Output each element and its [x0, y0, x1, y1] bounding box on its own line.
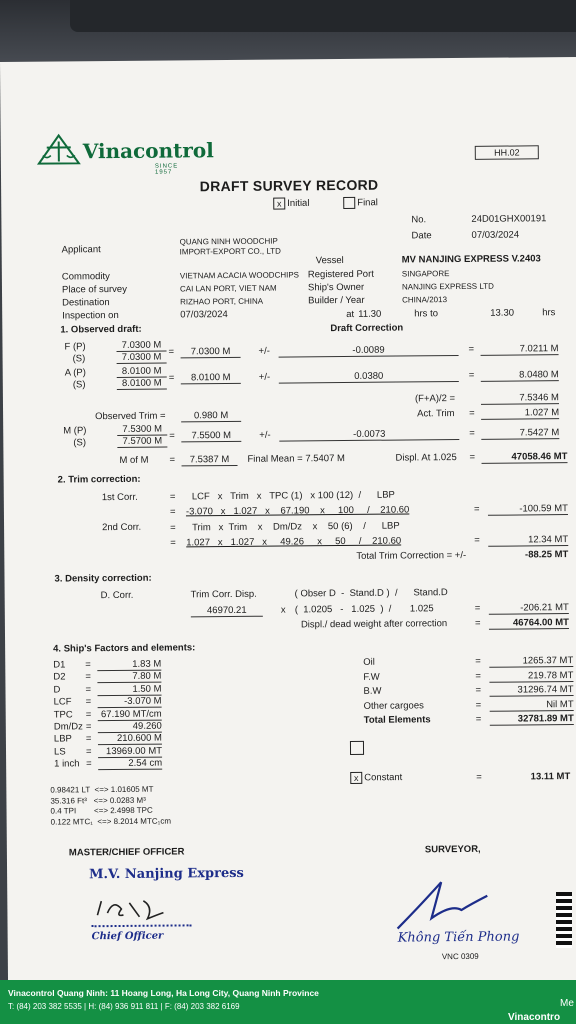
- factor-label: TPC: [53, 708, 73, 721]
- footer-me: Me: [560, 998, 574, 1009]
- eq-sign: =: [85, 671, 91, 683]
- density-correction: -206.21 MT: [489, 602, 569, 615]
- eq-sign: =: [86, 758, 92, 770]
- element-value: 31296.74 MT: [489, 684, 573, 697]
- total-trim-correction: -88.25 MT: [524, 549, 569, 561]
- eq-sign: =: [473, 503, 480, 515]
- footer-contacts: T: (84) 203 382 5535 | H: (84) 936 911 811 | F: (84) 203 382 6169: [8, 1002, 240, 1011]
- conversion-row: 0.4 TPI <=> 2.4998 TPC: [50, 805, 153, 816]
- scales-logo-icon: [37, 133, 81, 167]
- density-formula-values: ( 1.0205 - 1.025 ) / 1.025: [294, 603, 434, 616]
- factor-label: D2: [53, 671, 66, 683]
- as-value: 8.0100 M: [117, 378, 167, 390]
- section-observed-draft: 1. Observed draft:: [60, 323, 142, 336]
- element-label: Oil: [363, 656, 375, 668]
- factor-value: -3.070 M: [98, 696, 162, 709]
- final-mean: Final Mean = 7.5407 M: [247, 453, 345, 465]
- footer-bar: [0, 980, 576, 1024]
- total-trim-label: Total Trim Correction = +/-: [356, 549, 467, 562]
- as-label: (S): [72, 379, 86, 391]
- eq-sign: =: [475, 713, 482, 725]
- fs-label: (S): [72, 353, 86, 365]
- destination: RIZHAO PORT, CHINA: [180, 296, 264, 307]
- qr-code: [556, 892, 572, 948]
- eq-sign: =: [170, 537, 176, 549]
- vinacontrol-logo: [37, 133, 214, 176]
- f-correction: -0.0089: [278, 344, 458, 358]
- empty-checkbox: [350, 741, 364, 755]
- factor-label: LCF: [53, 696, 72, 708]
- ms-value: 7.5700 M: [117, 436, 167, 448]
- constant-value: 13.11 MT: [530, 771, 571, 783]
- chief-officer-signature: [93, 895, 173, 926]
- element-value: Nil MT: [490, 699, 574, 712]
- pm-sign: +/-: [258, 345, 270, 357]
- second-corr-header: Trim x Trim x Dm/Dz x 50 (6) / LBP: [192, 520, 400, 534]
- vessel-name: MV NANJING EXPRESS V.2403: [401, 253, 541, 266]
- fp-label: F (P): [64, 341, 86, 353]
- vessel-label: Vessel: [315, 255, 344, 267]
- act-trim: 1.027 M: [481, 407, 559, 420]
- times-sign: x: [280, 604, 286, 616]
- eq-sign: =: [169, 491, 176, 503]
- eq-sign: =: [474, 602, 481, 614]
- density-formula-header: ( Obser D - Stand.D ) / Stand.D: [294, 587, 448, 600]
- element-label: Total Elements: [363, 714, 431, 726]
- d-corr-label: D. Corr.: [100, 589, 134, 602]
- fa2-value: 7.5346 M: [481, 392, 559, 405]
- applicant-label: Applicant: [61, 244, 101, 256]
- surveyor-label: SURVEYOR,: [424, 843, 481, 856]
- eq-sign: =: [85, 659, 91, 671]
- eq-sign: =: [474, 617, 481, 629]
- factor-label: Dm/Dz: [53, 721, 83, 733]
- factor-label: 1 inch: [54, 758, 80, 770]
- section-density-correction: 3. Density correction:: [54, 572, 152, 585]
- no-label: No.: [411, 214, 427, 226]
- observed-trim: 0.980 M: [181, 410, 241, 423]
- fa2-label: (F+A)/2 =: [414, 393, 456, 405]
- eq-sign: =: [170, 522, 176, 534]
- footer-address: Vinacontrol Quang Ninh: 11 Hoang Long, Ha Long City, Quang Ninh Province: [8, 988, 319, 998]
- brand-since: SINCE 1957: [154, 163, 179, 176]
- fp-value: 7.0300 M: [116, 340, 166, 352]
- factor-value: 49.260: [98, 721, 162, 734]
- factor-value: 13969.00 MT: [98, 745, 162, 758]
- second-corr-label: 2nd Corr.: [102, 521, 142, 534]
- at-label: at: [346, 308, 355, 320]
- surveyor-name: Không Tiến Phong: [397, 929, 520, 946]
- element-label: Other cargoes: [363, 699, 424, 712]
- f-corrected: 7.0211 M: [480, 343, 558, 356]
- eq-sign: =: [475, 699, 482, 711]
- footer-brand: Vinacontro: [508, 1012, 561, 1023]
- a-correction: 0.0380: [279, 370, 459, 384]
- conversion-row: 35.316 Ft³ <=> 0.0283 M³: [50, 795, 146, 806]
- commodity-label: Commodity: [61, 271, 110, 283]
- eq-sign: =: [168, 372, 175, 384]
- eq-sign: =: [85, 696, 92, 708]
- a-mean: 8.0100 M: [181, 372, 241, 385]
- conversion-row: 0.98421 LT <=> 1.01605 MT: [50, 784, 154, 795]
- final-checkbox: Final: [343, 197, 378, 209]
- element-label: B.W: [363, 685, 382, 697]
- builder-year: CHINA/2013: [402, 295, 448, 305]
- factor-value: 1.50 M: [97, 683, 161, 696]
- document-page: [0, 57, 576, 1024]
- registered-port: SINGAPORE: [401, 269, 450, 279]
- m-correction: -0.0073: [279, 428, 459, 442]
- fs-value: 7.0300 M: [117, 352, 167, 364]
- record-number: 24D01GHX00191: [471, 213, 547, 225]
- section-ships-factors: 4. Ship's Factors and elements:: [53, 642, 196, 655]
- ap-label: A (P): [64, 367, 86, 379]
- signature-line: [92, 924, 192, 927]
- date-label: Date: [411, 230, 432, 242]
- eq-sign: =: [469, 407, 475, 419]
- eq-sign: =: [469, 451, 476, 463]
- after-correction-label: Displ./ dead weight after correction: [300, 618, 448, 631]
- eq-sign: =: [475, 670, 481, 682]
- eq-sign: =: [168, 346, 175, 358]
- page-title: DRAFT SURVEY RECORD: [199, 176, 379, 195]
- factor-value: 67.190 MT/cm: [98, 708, 162, 721]
- place-of-survey: CAI LAN PORT, VIET NAM: [179, 283, 277, 294]
- a-corrected: 8.0480 M: [481, 369, 559, 382]
- record-date: 07/03/2024: [471, 229, 520, 241]
- eq-sign: =: [469, 427, 475, 439]
- ships-owner: NANJING EXPRESS LTD: [401, 281, 494, 292]
- displ-label: Displ. At 1.025: [395, 452, 457, 464]
- eq-sign: =: [169, 430, 175, 442]
- brand-name: Vinacontrol: [82, 138, 214, 164]
- factor-value: 2.54 cm: [98, 758, 162, 771]
- mom-label: M of M: [119, 454, 149, 466]
- applicant-line2: IMPORT-EXPORT CO., LTD: [179, 246, 281, 257]
- first-corr-values: -3.070 x 1.027 x 67.190 x 100 / 210.60: [185, 504, 410, 518]
- master-label: MASTER/CHIEF OFFICER: [68, 846, 185, 859]
- builder-label: Builder / Year: [308, 294, 365, 307]
- laptop-edge: [70, 0, 576, 32]
- element-label: F.W: [363, 671, 380, 683]
- eq-sign: =: [169, 454, 176, 466]
- eq-sign: =: [475, 655, 481, 667]
- ap-value: 8.0100 M: [117, 366, 167, 378]
- observed-trim-label: Observed Trim =: [95, 410, 166, 423]
- conversion-row: 0.122 MTC₁ <=> 8.2014 MTC₁cm: [50, 816, 172, 827]
- first-corr-header: LCF x Trim x TPC (1) x 100 (12) / LBP: [191, 489, 395, 503]
- mp-label: M (P): [63, 425, 87, 437]
- eq-sign: =: [85, 708, 92, 720]
- mean-of-mean: 7.5387 M: [181, 454, 237, 466]
- element-value: 1265.37 MT: [489, 655, 573, 668]
- applicant-line1: QUANG NINH WOODCHIP: [179, 236, 278, 247]
- eq-sign: =: [85, 721, 92, 733]
- act-trim-label: Act. Trim: [417, 408, 455, 420]
- vessel-stamp: M.V. Nanjing Express: [89, 865, 244, 883]
- f-mean: 7.0300 M: [180, 346, 240, 359]
- eq-sign: =: [169, 506, 176, 518]
- end-time: 13.30: [490, 307, 515, 319]
- second-corr-values: 1.027 x 1.027 x 49.26 x 50 / 210.60: [186, 535, 402, 549]
- trim-corr-disp: 46970.21: [191, 605, 263, 618]
- eq-sign: =: [474, 534, 480, 546]
- eq-sign: =: [468, 369, 475, 381]
- pm-sign: +/-: [258, 371, 271, 383]
- ms-label: (S): [73, 437, 87, 449]
- eq-sign: =: [476, 771, 482, 783]
- m-mean: 7.5500 M: [181, 430, 241, 443]
- pm-sign: +/-: [259, 429, 271, 441]
- draft-correction-heading: Draft Correction: [330, 322, 404, 335]
- element-value: 32781.89 MT: [490, 713, 574, 726]
- mp-value: 7.5300 M: [117, 424, 167, 436]
- eq-sign: =: [85, 684, 92, 696]
- first-corr-result: -100.59 MT: [488, 503, 568, 516]
- factor-label: LS: [53, 746, 66, 758]
- element-value: 219.78 MT: [489, 670, 573, 683]
- owner-label: Ship's Owner: [307, 281, 365, 294]
- factor-value: 1.83 M: [97, 659, 161, 672]
- hrs-label: hrs: [542, 307, 556, 319]
- constant-checkbox: x Constant: [350, 772, 402, 784]
- inspection-date: 07/03/2024: [180, 309, 228, 321]
- factor-label: LBP: [53, 733, 72, 745]
- registered-port-label: Registered Port: [307, 268, 374, 281]
- m-corrected: 7.5427 M: [481, 427, 559, 440]
- factor-label: D: [53, 684, 61, 696]
- chief-officer-stamp: Chief Officer: [91, 930, 164, 943]
- factor-label: D1: [53, 659, 66, 671]
- commodity: VIETNAM ACACIA WOODCHIPS: [179, 270, 300, 281]
- destination-label: Destination: [62, 297, 110, 309]
- factor-value: 7.80 M: [97, 671, 161, 684]
- eq-sign: =: [468, 343, 475, 355]
- first-corr-label: 1st Corr.: [101, 491, 138, 504]
- eq-sign: =: [475, 684, 482, 696]
- displacement: 47058.46 MT: [481, 451, 567, 464]
- eq-sign: =: [85, 733, 92, 745]
- factor-value: 210.600 M: [98, 733, 162, 746]
- initial-checkbox: x Initial: [273, 197, 309, 209]
- section-trim-correction: 2. Trim correction:: [57, 473, 141, 486]
- surveyor-signature: [391, 874, 492, 935]
- surveyor-code: VNC 0309: [441, 951, 479, 962]
- eq-sign: =: [85, 746, 92, 758]
- displacement-after-correction: 46764.00 MT: [489, 617, 569, 630]
- form-code: HH.02: [475, 145, 539, 160]
- trim-corr-disp-label: Trim Corr. Disp.: [190, 588, 257, 601]
- inspection-label: Inspection on: [62, 309, 119, 322]
- second-corr-result: 12.34 MT: [488, 534, 568, 547]
- place-label: Place of survey: [61, 283, 127, 296]
- start-time: 11.30: [358, 308, 382, 320]
- hrs-to-label: hrs to: [414, 308, 439, 320]
